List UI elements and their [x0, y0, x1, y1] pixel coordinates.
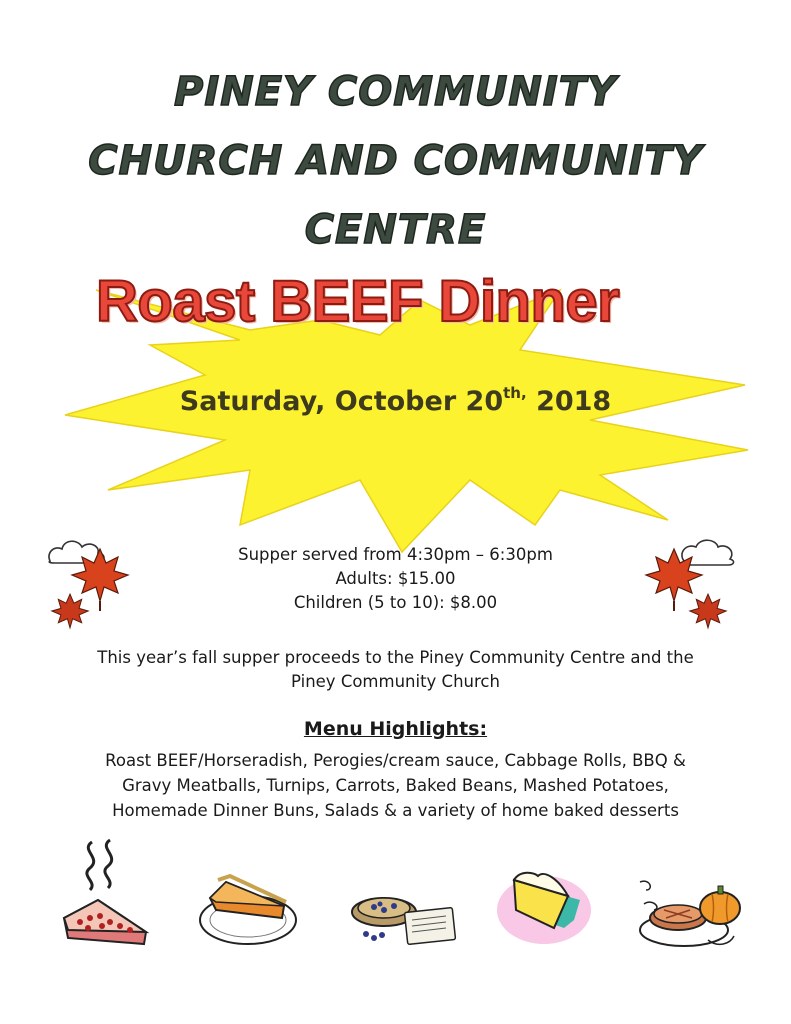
lemon-meringue-pie-icon: [494, 862, 594, 947]
header-line-2: CHURCH AND COMMUNITY: [88, 138, 703, 184]
pie-pumpkin-plate-icon: [634, 874, 744, 952]
cherry-pie-slice-icon: [58, 838, 158, 953]
menu-heading: Menu Highlights:: [303, 718, 488, 740]
menu-list: [0, 748, 791, 823]
event-title: Roast BEEF Dinner: [96, 269, 620, 334]
pumpkin-pie-slice-icon: [196, 870, 301, 950]
organization-title: [0, 58, 791, 265]
adult-price: Adults: $15.00: [335, 569, 456, 588]
blueberry-pie-recipe-icon: [346, 880, 461, 950]
proceeds-line-2: Piney Community Church: [291, 672, 500, 691]
menu-line-1: Roast BEEF/Horseradish, Perogies/cream sauce, Cabbage Rolls, BBQ &: [105, 751, 686, 770]
header-line-1: PINEY COMMUNITY: [174, 69, 617, 115]
event-date: [0, 384, 791, 417]
menu-line-3: Homemade Dinner Buns, Salads & a variety of home baked desserts: [112, 801, 679, 820]
header-line-3: CENTRE: [304, 207, 487, 253]
pricing-info: [0, 543, 791, 615]
menu-line-2: Gravy Meatballs, Turnips, Carrots, Baked Beans, Mashed Potatoes,: [122, 776, 669, 795]
serving-time: Supper served from 4:30pm – 6:30pm: [238, 545, 553, 564]
date-year: 2018: [526, 386, 612, 417]
proceeds-note: [0, 646, 791, 694]
proceeds-line-1: This year’s fall supper proceeds to the Piney Community Centre and the: [97, 648, 694, 667]
date-suffix-superscript: th,: [503, 384, 527, 402]
date-prefix: Saturday, October 20: [179, 386, 504, 417]
child-price: Children (5 to 10): $8.00: [293, 593, 498, 612]
